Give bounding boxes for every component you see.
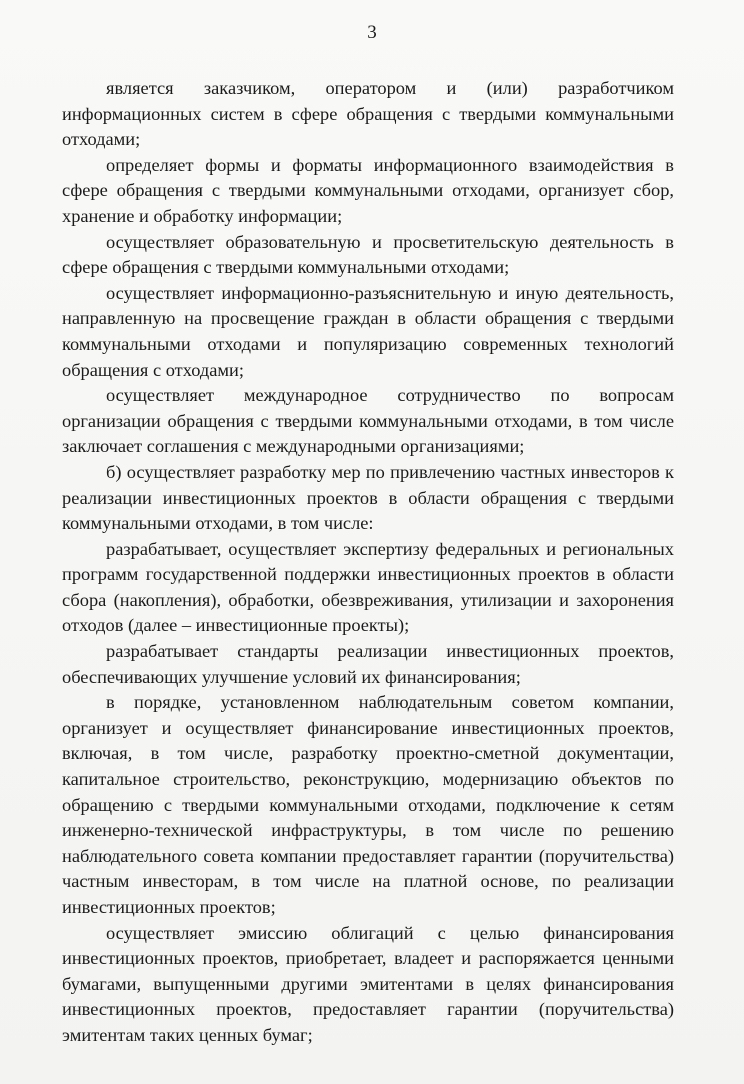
paragraph: осуществляет образовательную и просветительскую деятельность в сфере обращения с твердыми коммунальными отходами; [62, 231, 674, 278]
paragraph: б) осуществляет разработку мер по привлечению частных инвесторов к реализации инвестиционных проектов в области обращения с твердыми коммунальными отходами, в том числе: [62, 461, 674, 534]
paragraph: осуществляет эмиссию облигаций с целью финансирования инвестиционных проектов, приобретает, владеет и распоряжается ценными бумагами, выпущенными другими эмитентами в целях финансирования инвестиционных проектов, предоставляет гарантии (поручительства) эмитентам таких ценных бумаг; [62, 922, 674, 1045]
paragraph: в порядке, установленном наблюдательным советом компании, организует и осуществляет финансирование инвестиционных проектов, включая, в том числе, разработку проектно-сметной документации, капитальное строительство, реконструкцию, модернизацию объектов по обращению с твердыми коммунальными отходами, подключение к сетям инженерно-технической инфраструктуры, в том числе по решению наблюдательного совета компании предоставляет гарантии (поручительства) частным инвесторам, в том числе на платной основе, по реализации инвестиционных проектов; [62, 692, 674, 917]
page-number: 3 [367, 22, 377, 43]
paragraph: является заказчиком, оператором и (или) разработчиком информационных систем в сфере обращения с твердыми коммунальными отходами; [62, 78, 674, 150]
paragraph: осуществляет информационно-разъяснительную и иную деятельность, направленную на просвещение граждан в области обращения с твердыми коммунальными отходами и популяризацию современных технологий обращения с отходами; [62, 282, 674, 380]
paragraph: разрабатывает, осуществляет экспертизу федеральных и региональных программ государственной поддержки инвестиционных проектов в области сбора (накопления), обработки, обезвреживания, утилизации и захоронения отходов (далее – инвестиционные проекты); [62, 538, 674, 636]
paragraph: осуществляет международное сотрудничество по вопросам организации обращения с твердыми коммунальными отходами, в том числе заключает соглашения с международными организациями; [62, 385, 674, 457]
paragraph: определяет формы и форматы информационного взаимодействия в сфере обращения с твердыми коммунальными отходами, организует сбор, хранение и обработку информации; [62, 154, 674, 226]
paragraph: разрабатывает стандарты реализации инвестиционных проектов, обеспечивающих улучшение условий их финансирования; [62, 641, 674, 687]
document-body [62, 76, 674, 1049]
